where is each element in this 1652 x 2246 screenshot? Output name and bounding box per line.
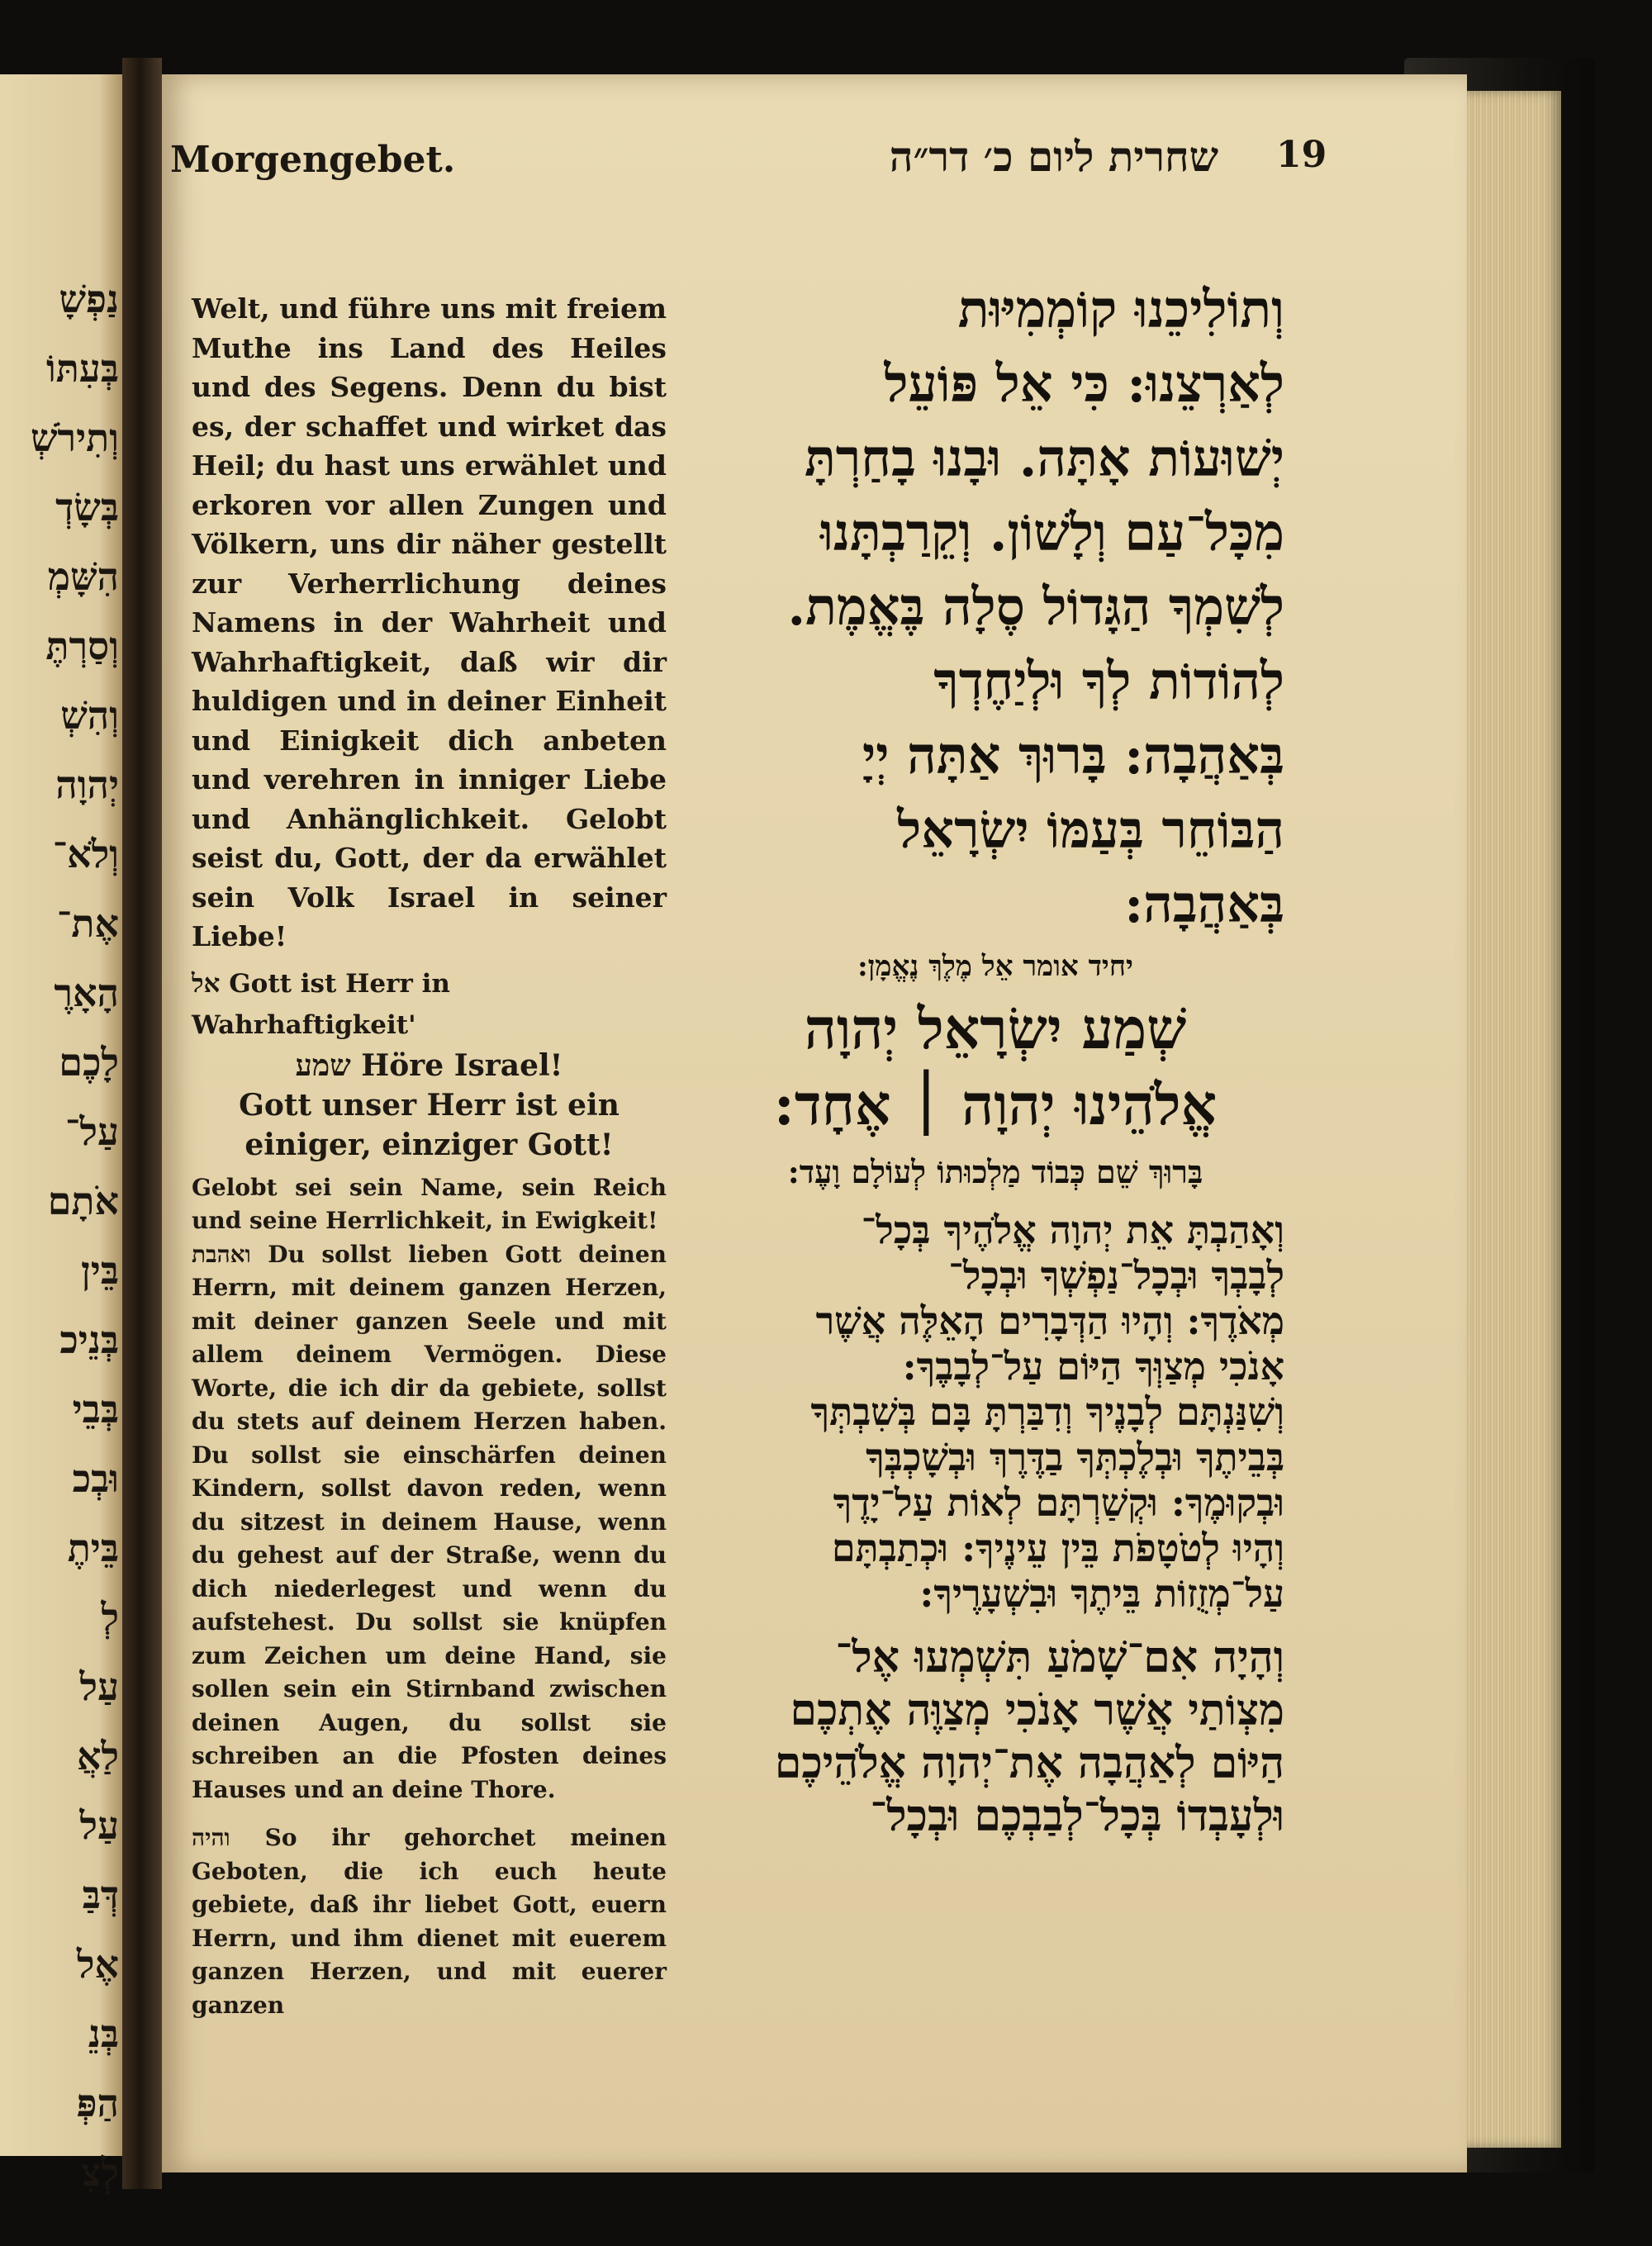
previous-page-line: בֵּין	[81, 1248, 119, 1293]
hebrew-line: וְתוֹלִיכֵנוּ קוֹמְמִיּוּת	[957, 279, 1284, 340]
previous-page-line: לַאֲ	[76, 1734, 119, 1778]
hebrew-cue-word: והיה	[192, 1824, 230, 1851]
hebrew-shema-line: שְׁמַע יִשְׂרָאֵל יְהוָה	[804, 996, 1187, 1062]
hebrew-line: בְּאַהֲבָה:	[1124, 874, 1284, 934]
hebrew-line: עַל־מְזֻזוֹת בֵּיתֶךָ וּבִשְׁעָרֶיךָ:	[919, 1571, 1284, 1616]
previous-page-line: וּבְכ	[72, 1456, 119, 1501]
previous-page-line: הִשָּׁמְ	[47, 554, 119, 599]
previous-page-line: עַל־	[64, 1109, 119, 1154]
previous-page-line: לְצִ	[81, 2150, 119, 2195]
hebrew-shema-line: אֱלֹהֵינוּ יְהוָה ׀ אֶחָד:	[773, 1072, 1218, 1138]
hebrew-line: מִצְוֹתַי אֲשֶׁר אָנֹכִי מְצַוֶּה אֶתְכֶם	[790, 1685, 1284, 1736]
previous-page-line: אֹתָם	[47, 1179, 119, 1223]
previous-page-line: נַפְשָׁ	[59, 277, 119, 321]
previous-page-line: וְהִשְׁ	[60, 693, 119, 738]
previous-page-line: וְתִירֹשְׁ	[30, 415, 119, 460]
previous-page-line: אֶת־	[56, 901, 119, 946]
previous-page-line: בְּעִתּוֹ	[45, 346, 119, 391]
german-running-title: Morgengebet.	[170, 139, 456, 181]
hebrew-column	[706, 273, 1284, 1843]
german-paragraph: Welt, und führe uns mit freiem Muthe ins Land des Heiles und des Segens. Denn du bist es, der schaffet und wirket das Heil; du hast uns erwählet und erkoren vor allen Zungen und Völkern, uns dir näher gestellt zur Verherrlichung deines Namens in der Wahrheit und Wahrhaftigkeit, daß wir dir huldigen und in deiner Einheit und Einigkeit dich anbeten und verehren in inniger Liebe und Anhänglichkeit. Gelobt seist du, Gott, der da erwählet sein Volk Israel in seiner Liebe!	[192, 292, 667, 952]
hebrew-cue-word: שמע	[295, 1047, 351, 1083]
hebrew-vehaya-block	[706, 1631, 1284, 1843]
previous-page-line: בֵּיתֶ	[67, 1526, 119, 1570]
hebrew-line: וְהָיוּ לְטֹטָפֹת בֵּין עֵינֶיךָ: וּכְתַבְתָּם	[831, 1526, 1284, 1570]
previous-page-line: יְהוָה	[55, 762, 119, 807]
hebrew-line: הַבּוֹחֵר בְּעַמּוֹ יִשְׂרָאֵל	[897, 800, 1284, 860]
previous-page-line: הָאָרֶ	[54, 971, 119, 1015]
german-line-text: Gott ist Herr in Wahrhaftigkeit'	[192, 968, 450, 1040]
german-baruch-line: Gelobt sei sein Name, sein Reich und seine Herrlichkeit, in Ewigkeit!	[192, 1173, 667, 1234]
hebrew-veahavta-block	[706, 1208, 1284, 1617]
hebrew-line: לְאַרְצֵנוּ: כִּי אֵל פּוֹעֵל	[884, 354, 1284, 414]
hebrew-line: לְשִׁמְךָ הַגָּדוֹל סֶלָה בֶּאֱמֶת.	[787, 577, 1284, 637]
previous-page-line: הַפְּ	[76, 2081, 119, 2125]
book-gutter	[122, 58, 162, 2189]
previous-page-line: וְלֹא־	[52, 832, 119, 876]
hebrew-line: וְאָהַבְתָּ אֵת יְהוָה אֱלֹהֶיךָ בְּכָל־	[861, 1208, 1284, 1252]
german-el-line	[192, 963, 667, 1046]
previous-page-line: בְּנֵ	[88, 2011, 119, 2056]
hebrew-line: לְהוֹדוֹת לְךָ וּלְיַחֶדְךָ	[933, 651, 1284, 711]
hebrew-line: יְשׁוּעוֹת אָתָּה. וּבָנוּ בָחַרְתָּ	[804, 428, 1284, 488]
german-veahavta-paragraph	[192, 1238, 667, 1807]
hebrew-blessing-block	[706, 273, 1284, 942]
hebrew-instruction-note: יחיד אומר אֵל מֶלֶךְ נֶאֱמָן:	[857, 950, 1133, 983]
previous-page-sliver	[0, 74, 124, 2195]
previous-page-line: לְ	[101, 1595, 119, 1640]
hebrew-line: וְשִׁנַּנְתָּם לְבָנֶיךָ וְדִבַּרְתָּ בָּם בְּשִׁבְתְּךָ	[810, 1389, 1284, 1434]
german-column	[192, 289, 667, 2022]
previous-page-line: דְּבַּ	[82, 1873, 119, 1917]
previous-page-line: בְּנֵיכ	[59, 1318, 119, 1362]
previous-page-line: בְּשָׂדְ	[55, 485, 119, 529]
previous-page-line: וְסַרְתֶּ	[45, 624, 119, 668]
german-paragraph-text: So ihr gehorchet meinen Geboten, die ich euch heute gebiete, daß ihr liebet Gott, euern Herrn, und ihm dienet mit euerem ganzen Herzen, und mit euerer ganzen	[192, 1824, 667, 2019]
page-edges	[1454, 91, 1561, 2148]
german-god-line: Gott unser Herr ist ein einiger, einziger Gott!	[239, 1087, 620, 1162]
hebrew-line: אָנֹכִי מְצַוְּךָ הַיּוֹם עַל־לְבָבֶךָ:	[902, 1344, 1284, 1389]
german-line-text: Höre Israel!	[361, 1047, 563, 1083]
hebrew-line: וְהָיָה אִם־שָׁמֹעַ תִּשְׁמְעוּ אֶל־	[835, 1632, 1284, 1683]
german-vehaya-paragraph	[192, 1821, 667, 2022]
hebrew-running-title: שחרית ליום כ׳ דר״ה	[889, 132, 1218, 181]
hebrew-line: בְּבֵיתֶךָ וּבְלֶכְתְּךָ בַדֶּרֶךְ וּבְשָׁכְבְּךָ	[866, 1435, 1284, 1479]
hebrew-line: הַיּוֹם לְאַהֲבָה אֶת־יְהוָה אֱלֹהֵיכֶם	[774, 1738, 1284, 1788]
hebrew-line: בְּאַהֲבָה: בָּרוּךְ אַתָּה יְיָ	[862, 725, 1284, 786]
hebrew-line: לְבָבְךָ וּבְכָל־נַפְשְׁךָ וּבְכָל־	[948, 1253, 1284, 1298]
hebrew-line: וּבְקוּמֶךָ: וּקְשַׁרְתָּם לְאוֹת עַל־יָדֶךָ	[833, 1480, 1284, 1525]
previous-page-line: עַל	[79, 1803, 119, 1848]
hebrew-shema-block	[706, 991, 1284, 1143]
previous-page-line: לָכֶם	[59, 1040, 119, 1085]
previous-page-line: אֶל	[76, 1942, 119, 1987]
hebrew-baruch-line: בָּרוּךְ שֵׁם כְּבוֹד מַלְכוּתוֹ לְעוֹלָם וָעֶד:	[787, 1153, 1203, 1190]
hebrew-cue-word: ואהבת	[192, 1240, 251, 1268]
hebrew-line: מִכָּל־עַם וְלָשׁוֹן. וְקֵרַבְתָּנוּ	[820, 502, 1284, 563]
previous-page-line: עַל	[79, 1664, 119, 1709]
page-number: 19	[1276, 134, 1327, 176]
hebrew-line: מְאֹדֶךָ: וְהָיוּ הַדְּבָרִים הָאֵלֶּה אֲשֶׁר	[815, 1299, 1284, 1343]
hebrew-line: וּלְעָבְדוֹ בְּכָל־לְבַבְכֶם וּבְכָל־	[870, 1791, 1284, 1841]
german-paragraph-text: Du sollst lieben Gott deinen Herrn, mit deinem ganzen Herzen, mit deiner ganzen Seele und mit allem deinem Vermögen. Diese Worte, die ich dir da gebiete, sollst du stets auf deinem Herzen haben. Du sollst sie einschärfen deinen Kindern, sollst davon reden, wenn du sitzest in deinem Hause, wenn du gehest auf der Straße, wenn du dich niederlegest und wenn du aufstehest. Du sollst sie knüpfen zum Zeichen um deine Hand, sie sollen sein ein Stirnband zwischen deinen Augen, du sollst sie schreiben an die Pfosten deines Hauses und an deine Thore.	[192, 1240, 667, 1803]
previous-page-line: בְּבֵי	[72, 1387, 119, 1432]
german-shema-line	[192, 1046, 667, 1085]
hebrew-cue-word: אל	[192, 968, 221, 999]
